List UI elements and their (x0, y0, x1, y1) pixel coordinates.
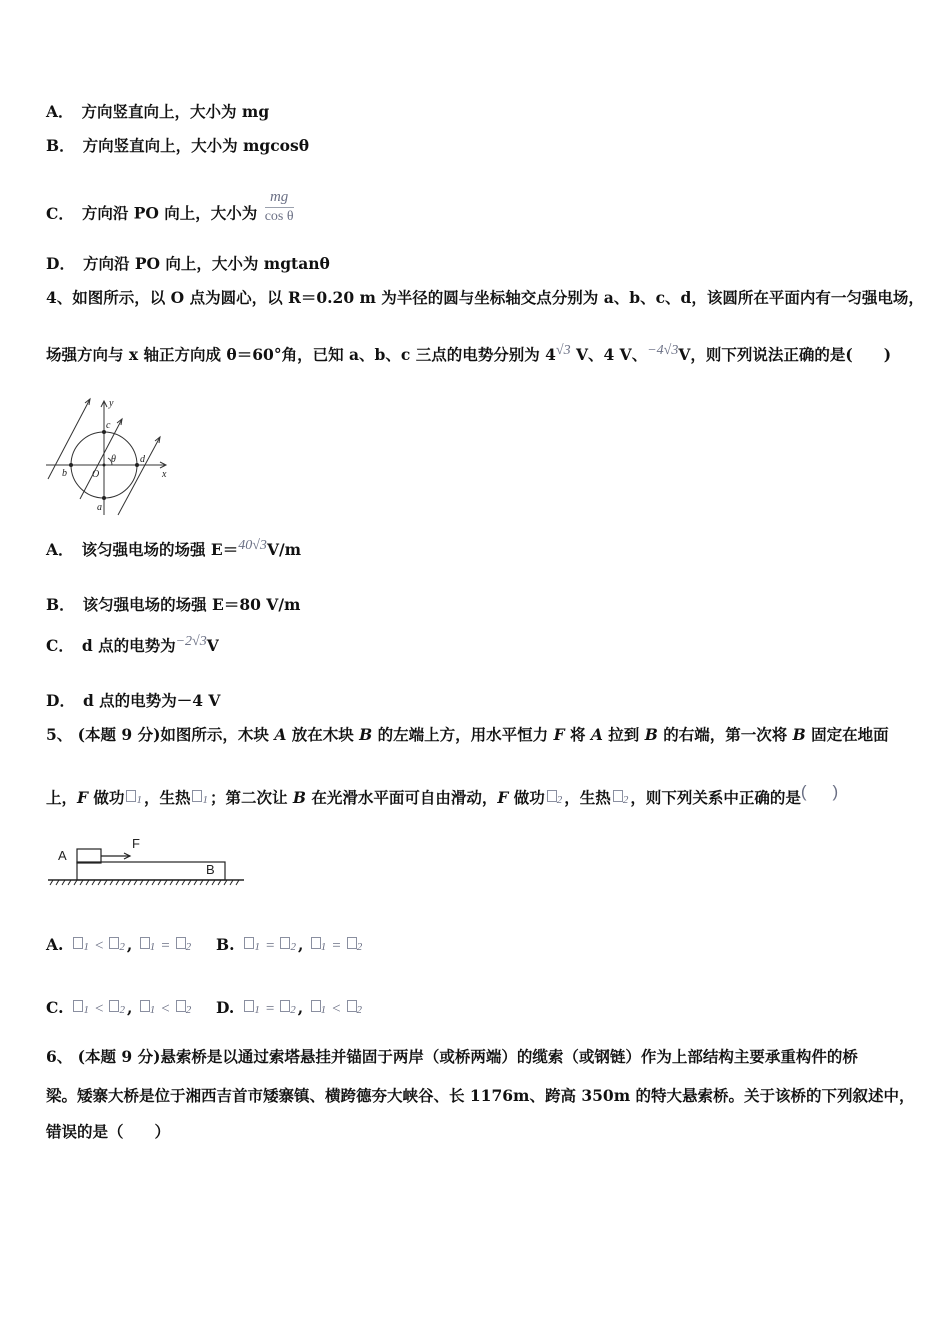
var: A (590, 725, 603, 744)
stem-text: 5、 (本题 9 分)如图所示，木块 (46, 725, 275, 744)
option-letter: C. (46, 998, 64, 1017)
option-letter: C． (46, 203, 74, 223)
stem-text: V，则下列说法正确的是( ) (678, 345, 892, 364)
relation: = (161, 938, 170, 954)
q5-options-row1 (46, 935, 364, 957)
relation: = (265, 938, 275, 954)
label-theta: θ (111, 454, 116, 465)
relation: < (161, 1001, 170, 1017)
missing-symbol-icon (126, 790, 136, 802)
label-o: O (92, 469, 100, 480)
stem-text: 拉到 (602, 725, 645, 744)
stem-text: ；第二次让 (209, 788, 293, 807)
stem-text: 场强方向与 x 轴正方向成 θ＝60°角，已知 a、b、c 三点的电势分别为 4 (46, 345, 556, 364)
missing-symbol-icon (176, 1000, 186, 1012)
var: F (77, 788, 89, 807)
stem-text: 的右端，第一次将 (657, 725, 793, 744)
stem-text: ，生热 (564, 788, 611, 807)
option-letter: B. (215, 935, 235, 954)
option-letter: D． (46, 691, 75, 710)
missing-symbol-icon (109, 1000, 119, 1012)
missing-symbol-icon (311, 1000, 321, 1012)
option-letter: A． (46, 102, 74, 121)
missing-symbol-icon (280, 1000, 290, 1012)
missing-symbol-icon (347, 1000, 357, 1012)
option-text: d 点的电势为－4 V (82, 691, 221, 710)
option-text: 方向竖直向上，大小为 mgcosθ (82, 136, 310, 155)
missing-symbol-icon (109, 937, 119, 949)
label-d: d (140, 454, 145, 465)
option-letter: A. (46, 935, 64, 954)
var: F (553, 725, 565, 744)
missing-symbol-icon (547, 790, 557, 802)
fraction-numerator: mg (265, 187, 294, 208)
answer-bracket-close: ) (832, 782, 839, 801)
option-letter: C． (46, 636, 74, 655)
label-b: b (62, 468, 67, 479)
fraction-formula (265, 187, 294, 226)
label-y: y (109, 398, 114, 409)
fraction-denominator: cos θ (264, 209, 294, 224)
math-formula: −4√3 (647, 343, 679, 358)
subscript: 2 (556, 794, 563, 806)
q4-stem-line1: 4、如图所示，以 O 点为圆心，以 R＝0.20 m 为半径的圆与坐标轴交点分别为 a、b、c、d，该圆所在平面内有一匀强电场， (46, 288, 924, 307)
math-formula: 40√3 (238, 538, 267, 553)
q4-stem-line2 (46, 345, 891, 367)
block-force-diagram (44, 832, 249, 887)
option-letter: B． (46, 595, 75, 614)
relation: = (265, 1001, 275, 1017)
label-x: x (162, 469, 167, 480)
q6-stem-line1: 6、 (本题 9 分)悬索桥是以通过索塔悬挂并锚固于两岸（或桥两端）的缆索（或钢链）作为上部结构主要承重构件的桥 (46, 1047, 858, 1066)
var: B (792, 725, 806, 744)
subscript: 1 (202, 794, 208, 806)
missing-symbol-icon (244, 1000, 254, 1012)
subscript: 1 (136, 794, 142, 806)
missing-symbol-icon (140, 937, 150, 949)
stem-text: 固定在地面 (805, 725, 889, 744)
missing-symbol-icon (73, 937, 83, 949)
q3-option-d (46, 254, 330, 274)
stem-text: ，则下列关系中正确的是 (630, 788, 801, 807)
option-text: 方向沿 PO 向上，大小为 mgtanθ (82, 254, 330, 273)
q5-option-c: C. 1 < 2 , 1 < 2 (46, 998, 192, 1017)
stem-text: 在光滑水平面可自由滑动， (305, 788, 498, 807)
circle-field-diagram (44, 393, 174, 518)
option-text: d 点的电势为 (81, 636, 176, 655)
stem-text: 做功 (88, 788, 125, 807)
var: F (497, 788, 509, 807)
q5-option-b: B. 1 = 2 , 1 = 2 (215, 935, 363, 954)
math-formula: √3 (555, 343, 571, 358)
stem-text: 将 (564, 725, 591, 744)
stem-text: 的左端上方，用水平恒力 (372, 725, 554, 744)
math-formula: −2√3 (175, 634, 207, 649)
stem-text: ，生热 (143, 788, 191, 807)
stem-text: 上， (46, 788, 78, 807)
q5-options-row2 (46, 998, 364, 1020)
missing-symbol-icon (311, 937, 321, 949)
label-c: c (106, 420, 111, 431)
q5-option-d: D. 1 = 2 , 1 < 2 (216, 998, 363, 1017)
relation: = (332, 938, 341, 954)
stem-text: 放在木块 (286, 725, 360, 744)
q6-stem-line3: 错误的是（ ） (46, 1122, 171, 1141)
relation: < (94, 1001, 104, 1017)
label-a: a (97, 502, 102, 513)
missing-symbol-icon (244, 937, 254, 949)
missing-symbol-icon (73, 1000, 83, 1012)
q5-option-a: A. 1 < 2 , 1 = 2 (46, 935, 192, 954)
stem-text: 做功 (508, 788, 545, 807)
q3-option-b (46, 136, 309, 156)
option-text: 方向沿 PO 向上，大小为 (81, 203, 258, 223)
missing-symbol-icon (176, 937, 186, 949)
missing-symbol-icon (347, 937, 357, 949)
var: B (644, 725, 658, 744)
label-f: F (132, 836, 140, 851)
missing-symbol-icon (192, 790, 202, 802)
label-a: A (58, 848, 67, 863)
q4-option-b (46, 595, 300, 615)
missing-symbol-icon (613, 790, 623, 802)
q5-stem-line2 (46, 782, 839, 810)
var: B (359, 725, 373, 744)
q3-option-a (46, 102, 269, 122)
option-text: V (206, 636, 219, 655)
option-letter: A． (46, 540, 74, 559)
var: B (292, 788, 306, 807)
option-letter: D． (46, 254, 75, 273)
option-text: 该匀强电场的场强 E＝ (81, 540, 239, 559)
option-text: 该匀强电场的场强 E＝80 V/m (82, 595, 301, 614)
var: A (274, 725, 287, 744)
missing-symbol-icon (280, 937, 290, 949)
relation: < (94, 938, 104, 954)
q4-option-c (46, 636, 219, 658)
option-letter: D. (216, 998, 235, 1017)
option-text: 方向竖直向上，大小为 mg (81, 102, 270, 121)
q6-stem-line2: 梁。矮寨大桥是位于湘西吉首市矮寨镇、横跨德夯大峡谷、长 1176m、跨高 350m 的特大悬索桥。关于该桥的下列叙述中， (46, 1086, 915, 1105)
option-text: V/m (266, 540, 302, 559)
q4-option-a (46, 540, 301, 562)
answer-bracket-open: ( (800, 782, 807, 801)
stem-text: V、4 V、 (570, 345, 648, 364)
q5-stem-line1 (46, 725, 889, 745)
missing-symbol-icon (140, 1000, 150, 1012)
option-letter: B． (46, 136, 75, 155)
relation: < (332, 1001, 341, 1017)
q3-option-c (46, 189, 294, 234)
q4-option-d (46, 691, 220, 711)
label-b: B (206, 862, 215, 877)
subscript: 2 (622, 794, 629, 806)
